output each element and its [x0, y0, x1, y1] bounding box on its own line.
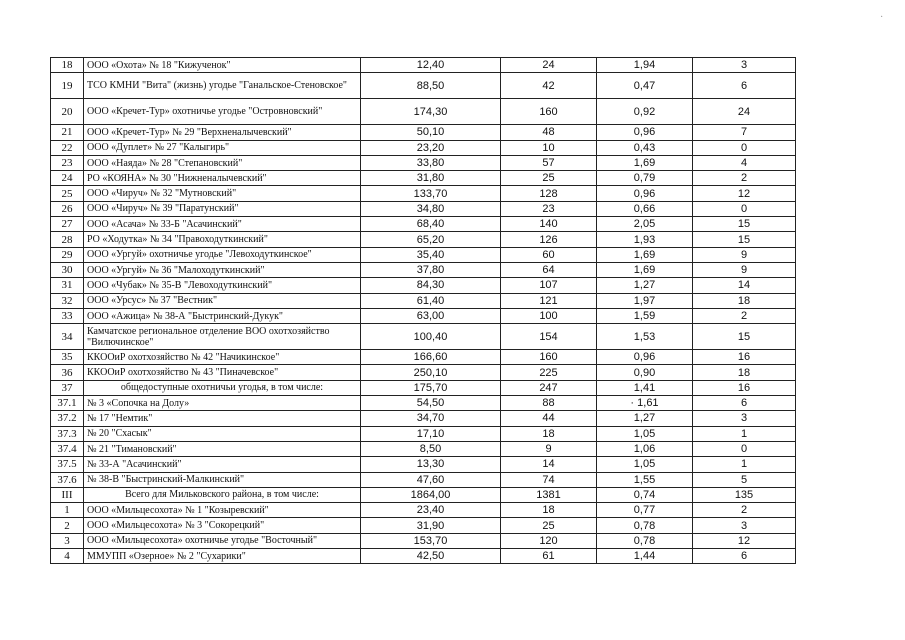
count-cell: 48	[501, 125, 597, 140]
table-row	[51, 278, 796, 293]
count-cell: 9	[501, 441, 597, 456]
extra-cell: 15	[693, 217, 796, 232]
row-number-cell: 30	[51, 262, 84, 277]
count-cell: 160	[501, 350, 597, 365]
ground-name-cell: ООО «Мильцесохота» № 1 "Козыревский"	[84, 503, 361, 518]
density-cell: 1,53	[597, 324, 693, 350]
area-cell: 47,60	[361, 472, 501, 487]
ground-name-cell: общедоступные охотничьи угодья, в том числе:	[84, 380, 361, 395]
area-cell: 23,20	[361, 140, 501, 155]
count-cell: 126	[501, 232, 597, 247]
area-cell: 63,00	[361, 308, 501, 323]
count-cell: 10	[501, 140, 597, 155]
extra-cell: 2	[693, 171, 796, 186]
row-number-cell: 37.4	[51, 441, 84, 456]
ground-name-cell: ООО «Асача» № 33-Б "Асачинский"	[84, 217, 361, 232]
area-cell: 8,50	[361, 441, 501, 456]
extra-cell: 4	[693, 155, 796, 170]
ground-name-cell: ООО «Кречет-Тур» охотничье угодье "Островновский"	[84, 99, 361, 125]
row-number-cell: 37	[51, 380, 84, 395]
extra-cell: 1	[693, 457, 796, 472]
table-body	[51, 58, 796, 564]
ground-name-cell: № 38-В "Быстринский-Малкинский"	[84, 472, 361, 487]
ground-name-cell: ООО «Ургуй» № 36 "Малоходуткинский"	[84, 262, 361, 277]
extra-cell: 3	[693, 518, 796, 533]
extra-cell: 3	[693, 411, 796, 426]
count-cell: 23	[501, 201, 597, 216]
density-cell: 1,27	[597, 411, 693, 426]
count-cell: 160	[501, 99, 597, 125]
row-number-cell: 34	[51, 324, 84, 350]
count-cell: 140	[501, 217, 597, 232]
density-cell: 1,06	[597, 441, 693, 456]
count-cell: 44	[501, 411, 597, 426]
density-cell: 1,69	[597, 262, 693, 277]
area-cell: 1864,00	[361, 487, 501, 502]
row-number-cell: 25	[51, 186, 84, 201]
area-cell: 17,10	[361, 426, 501, 441]
ground-name-cell: ТСО КМНИ "Вита" (жизнь) угодье "Ганальское-Стеновское"	[84, 73, 361, 99]
area-cell: 68,40	[361, 217, 501, 232]
area-cell: 65,20	[361, 232, 501, 247]
density-cell: 0,47	[597, 73, 693, 99]
row-number-cell: 20	[51, 99, 84, 125]
density-cell: 0,78	[597, 518, 693, 533]
area-cell: 42,50	[361, 549, 501, 564]
density-cell: 0,92	[597, 99, 693, 125]
area-cell: 153,70	[361, 533, 501, 548]
area-cell: 175,70	[361, 380, 501, 395]
count-cell: 100	[501, 308, 597, 323]
count-cell: 18	[501, 503, 597, 518]
count-cell: 74	[501, 472, 597, 487]
density-cell: 1,97	[597, 293, 693, 308]
density-cell: 0,77	[597, 503, 693, 518]
table-row	[51, 457, 796, 472]
count-cell: 61	[501, 549, 597, 564]
density-cell: 1,55	[597, 472, 693, 487]
table-row	[51, 549, 796, 564]
table-row	[51, 58, 796, 73]
density-cell: 1,05	[597, 426, 693, 441]
extra-cell: 16	[693, 350, 796, 365]
row-number-cell: 21	[51, 125, 84, 140]
area-cell: 12,40	[361, 58, 501, 73]
density-cell: 0,74	[597, 487, 693, 502]
ground-name-cell: ООО «Мильцесохота» охотничье угодье "Восточный"	[84, 533, 361, 548]
ground-name-cell: № 21 "Тимановский"	[84, 441, 361, 456]
extra-cell: 15	[693, 324, 796, 350]
density-cell: 1,93	[597, 232, 693, 247]
ground-name-cell: ККООиР охотхозяйство № 42 "Начикинское"	[84, 350, 361, 365]
table-row	[51, 518, 796, 533]
count-cell: 88	[501, 396, 597, 411]
area-cell: 33,80	[361, 155, 501, 170]
row-number-cell: 33	[51, 308, 84, 323]
ground-name-cell: Всего для Мильковского района, в том числе:	[84, 487, 361, 502]
table-row	[51, 217, 796, 232]
table-row	[51, 125, 796, 140]
table-row	[51, 308, 796, 323]
density-cell: 1,59	[597, 308, 693, 323]
extra-cell: 0	[693, 441, 796, 456]
density-cell: 0,90	[597, 365, 693, 380]
extra-cell: 7	[693, 125, 796, 140]
row-number-cell: 1	[51, 503, 84, 518]
table-row	[51, 472, 796, 487]
density-cell: 0,96	[597, 350, 693, 365]
row-number-cell: 4	[51, 549, 84, 564]
ground-name-cell: ООО «Чируч» № 39 "Паратунский"	[84, 201, 361, 216]
table-row	[51, 487, 796, 502]
density-cell: 0,79	[597, 171, 693, 186]
area-cell: 23,40	[361, 503, 501, 518]
ground-name-cell: РО «Ходутка» № 34 "Правоходуткинский"	[84, 232, 361, 247]
count-cell: 247	[501, 380, 597, 395]
area-cell: 133,70	[361, 186, 501, 201]
count-cell: 24	[501, 58, 597, 73]
table-row	[51, 186, 796, 201]
density-cell: 0,66	[597, 201, 693, 216]
extra-cell: 12	[693, 533, 796, 548]
count-cell: 18	[501, 426, 597, 441]
density-cell: 1,41	[597, 380, 693, 395]
area-cell: 37,80	[361, 262, 501, 277]
count-cell: 14	[501, 457, 597, 472]
ground-name-cell: № 20 "Схасык"	[84, 426, 361, 441]
ground-name-cell: ООО «Ургуй» охотничье угодье "Левоходуткинское"	[84, 247, 361, 262]
extra-cell: 2	[693, 308, 796, 323]
area-cell: 100,40	[361, 324, 501, 350]
row-number-cell: 37.6	[51, 472, 84, 487]
ground-name-cell: ММУПП «Озерное» № 2 "Сухарики"	[84, 549, 361, 564]
density-cell: 1,94	[597, 58, 693, 73]
ground-name-cell: ООО «Чубак» № 35-В "Левоходуткинский"	[84, 278, 361, 293]
extra-cell: 9	[693, 262, 796, 277]
table-row	[51, 99, 796, 125]
table-row	[51, 73, 796, 99]
row-number-cell: 37.3	[51, 426, 84, 441]
area-cell: 34,80	[361, 201, 501, 216]
area-cell: 54,50	[361, 396, 501, 411]
count-cell: 25	[501, 171, 597, 186]
row-number-cell: 3	[51, 533, 84, 548]
table-row	[51, 350, 796, 365]
row-number-cell: 24	[51, 171, 84, 186]
table-row	[51, 262, 796, 277]
density-cell: 0,43	[597, 140, 693, 155]
density-cell: 2,05	[597, 217, 693, 232]
area-cell: 31,80	[361, 171, 501, 186]
area-cell: 174,30	[361, 99, 501, 125]
count-cell: 154	[501, 324, 597, 350]
row-number-cell: 26	[51, 201, 84, 216]
row-number-cell: 35	[51, 350, 84, 365]
extra-cell: 0	[693, 201, 796, 216]
table-row	[51, 324, 796, 350]
table-row	[51, 155, 796, 170]
table-row	[51, 426, 796, 441]
extra-cell: 6	[693, 73, 796, 99]
density-cell: 0,78	[597, 533, 693, 548]
density-cell: · 1,61	[597, 396, 693, 411]
table-row	[51, 247, 796, 262]
area-cell: 31,90	[361, 518, 501, 533]
ground-name-cell: ООО «Ажица» № 38-А "Быстринский-Дукук"	[84, 308, 361, 323]
ground-name-cell: РО «КОЯНА» № 30 "Нижненалычевский"	[84, 171, 361, 186]
ground-name-cell: ООО «Урсус» № 37 "Вестник"	[84, 293, 361, 308]
area-cell: 166,60	[361, 350, 501, 365]
extra-cell: 6	[693, 396, 796, 411]
extra-cell: 6	[693, 549, 796, 564]
table-row	[51, 533, 796, 548]
ground-name-cell: ККООиР охотхозяйство № 43 "Пиначевское"	[84, 365, 361, 380]
extra-cell: 9	[693, 247, 796, 262]
row-number-cell: 19	[51, 73, 84, 99]
table-row	[51, 365, 796, 380]
row-number-cell: 37.5	[51, 457, 84, 472]
area-cell: 34,70	[361, 411, 501, 426]
count-cell: 1381	[501, 487, 597, 502]
table-row	[51, 396, 796, 411]
row-number-cell: 23	[51, 155, 84, 170]
table-row	[51, 171, 796, 186]
table-row	[51, 293, 796, 308]
row-number-cell: 29	[51, 247, 84, 262]
density-cell: 1,69	[597, 247, 693, 262]
area-cell: 50,10	[361, 125, 501, 140]
row-number-cell: III	[51, 487, 84, 502]
density-cell: 1,44	[597, 549, 693, 564]
count-cell: 128	[501, 186, 597, 201]
ground-name-cell: № 3 «Сопочка на Долу»	[84, 396, 361, 411]
count-cell: 121	[501, 293, 597, 308]
count-cell: 42	[501, 73, 597, 99]
count-cell: 57	[501, 155, 597, 170]
ground-name-cell: ООО «Кречет-Тур» № 29 "Верхненалычевский"	[84, 125, 361, 140]
count-cell: 64	[501, 262, 597, 277]
extra-cell: 12	[693, 186, 796, 201]
area-cell: 250,10	[361, 365, 501, 380]
extra-cell: 16	[693, 380, 796, 395]
density-cell: 0,96	[597, 186, 693, 201]
count-cell: 25	[501, 518, 597, 533]
ground-name-cell: ООО «Дуплет» № 27 "Калыгирь"	[84, 140, 361, 155]
hunting-grounds-table	[50, 57, 796, 564]
extra-cell: 0	[693, 140, 796, 155]
count-cell: 60	[501, 247, 597, 262]
row-number-cell: 27	[51, 217, 84, 232]
area-cell: 35,40	[361, 247, 501, 262]
row-number-cell: 2	[51, 518, 84, 533]
corner-mark: ·	[880, 12, 884, 23]
table-row	[51, 441, 796, 456]
extra-cell: 2	[693, 503, 796, 518]
density-cell: 1,05	[597, 457, 693, 472]
row-number-cell: 22	[51, 140, 84, 155]
area-cell: 84,30	[361, 278, 501, 293]
density-cell: 1,27	[597, 278, 693, 293]
table-row	[51, 201, 796, 216]
count-cell: 225	[501, 365, 597, 380]
row-number-cell: 18	[51, 58, 84, 73]
row-number-cell: 36	[51, 365, 84, 380]
extra-cell: 24	[693, 99, 796, 125]
extra-cell: 1	[693, 426, 796, 441]
ground-name-cell: ООО «Охота» № 18 "Кижученок"	[84, 58, 361, 73]
density-cell: 1,69	[597, 155, 693, 170]
table-row	[51, 503, 796, 518]
row-number-cell: 32	[51, 293, 84, 308]
ground-name-cell: Камчатское региональное отделение ВОО охотхозяйство "Вилючинское"	[84, 324, 361, 350]
extra-cell: 135	[693, 487, 796, 502]
ground-name-cell: № 17 "Немтик"	[84, 411, 361, 426]
row-number-cell: 28	[51, 232, 84, 247]
table-row	[51, 380, 796, 395]
extra-cell: 15	[693, 232, 796, 247]
table-row	[51, 232, 796, 247]
row-number-cell: 37.1	[51, 396, 84, 411]
area-cell: 61,40	[361, 293, 501, 308]
ground-name-cell: ООО «Мильцесохота» № 3 "Сокорецкий"	[84, 518, 361, 533]
extra-cell: 5	[693, 472, 796, 487]
table-row	[51, 411, 796, 426]
row-number-cell: 37.2	[51, 411, 84, 426]
count-cell: 120	[501, 533, 597, 548]
density-cell: 0,96	[597, 125, 693, 140]
row-number-cell: 31	[51, 278, 84, 293]
extra-cell: 14	[693, 278, 796, 293]
area-cell: 88,50	[361, 73, 501, 99]
ground-name-cell: ООО «Наяда» № 28 "Степановский"	[84, 155, 361, 170]
extra-cell: 18	[693, 293, 796, 308]
ground-name-cell: ООО «Чируч» № 32 "Мутновский"	[84, 186, 361, 201]
ground-name-cell: № 33-А "Асачинский"	[84, 457, 361, 472]
count-cell: 107	[501, 278, 597, 293]
extra-cell: 3	[693, 58, 796, 73]
area-cell: 13,30	[361, 457, 501, 472]
extra-cell: 18	[693, 365, 796, 380]
table-row	[51, 140, 796, 155]
